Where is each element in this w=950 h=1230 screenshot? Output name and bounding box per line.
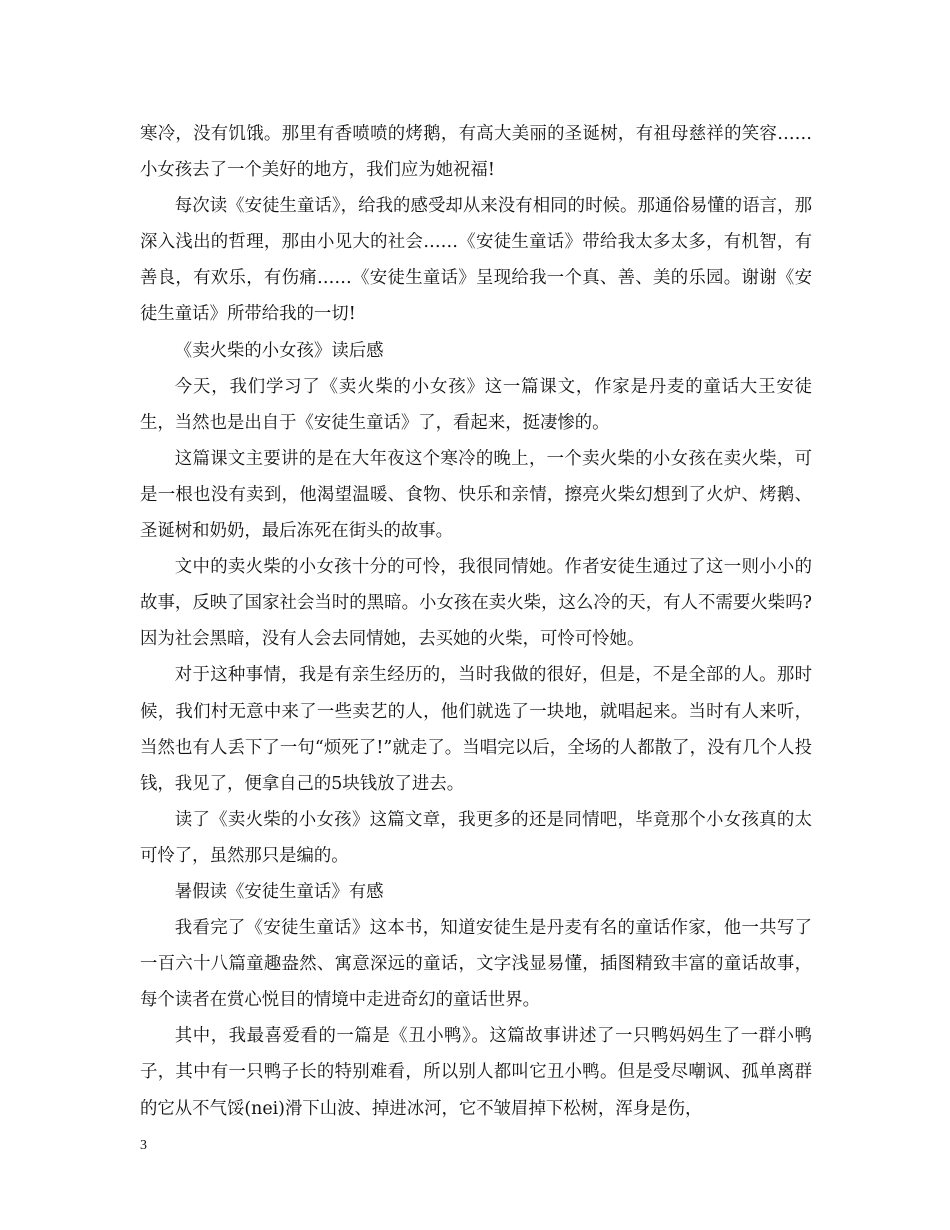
section-heading: 暑假读《安徒生童话》有感 (174, 881, 384, 902)
paragraph: 这篇课文主要讲的是在大年夜这个寒冷的晚上，一个卖火柴的小女孩在卖火柴，可是一根也没有卖到，他渴望温暖、食物、快乐和亲情，擦亮火柴幻想到了火炉、烤鹅、圣诞树和奶奶，最后冻死在街头的故事。 (140, 448, 812, 542)
paragraph: 每次读《安徒生童话》，给我的感受却从来没有相同的时候。那通俗易懂的语言，那深入浅出的哲理，那由小见大的社会……《安徒生童话》带给我太多太多，有机智，有善良，有欢乐，有伤痛……《安徒生童话》呈现给我一个真、善、美的乐园。谢谢《安徒生童话》所带给我的一切! (140, 196, 812, 325)
paragraph: 其中，我最喜爱看的一篇是《丑小鸭》。这篇故事讲述了一只鸭妈妈生了一群小鸭子，其中有一只鸭子长的特别难看，所以别人都叫它丑小鸭。但是受尽嘲讽、孤单离群的它从不气馁(nei)滑下山波、掉进冰河，它不皱眉掉下松树，浑身是伤， (140, 1026, 812, 1119)
paragraph: 今天，我们学习了《卖火柴的小女孩》这一篇课文，作家是丹麦的童话大王安徒生，当然也是出自于《安徒生童话》了，看起来，挺凄惨的。 (140, 376, 812, 433)
paragraph: 读了《卖火柴的小女孩》这篇文章，我更多的还是同情吧，毕竟那个小女孩真的太可怜了，虽然那只是编的。 (140, 809, 812, 866)
paragraph: 文中的卖火柴的小女孩十分的可怜，我很同情她。作者安徒生通过了这一则小小的故事，反映了国家社会当时的黑暗。小女孩在卖火柴，这么冷的天，有人不需要火柴吗?因为社会黑暗，没有人会去同情她，去买她的火柴，可怜可怜她。 (140, 557, 812, 650)
paragraph: 对于这种事情，我是有亲生经历的，当时我做的很好，但是，不是全部的人。那时候，我们村无意中来了一些卖艺的人，他们就选了一块地，就唱起来。当时有人来听，当然也有人丢下了一句“烦死了!”就走了。当唱完以后，全场的人都散了，没有几个人投钱，我见了，便拿自己的5块钱放了进去。 (140, 665, 812, 794)
document-body (140, 116, 812, 1127)
page-number: 3 (140, 1138, 147, 1153)
paragraph: 我看完了《安徒生童话》这本书，知道安徒生是丹麦有名的童话作家，他一共写了一百六十八篇童趣盎然、寓意深远的童话，文字浅显易懂，插图精致丰富的童话故事，每个读者在赏心悦目的情境中走进奇幻的童话世界。 (140, 918, 812, 1011)
paragraph: 寒冷，没有饥饿。那里有香喷喷的烤鹅，有高大美丽的圣诞树，有祖母慈祥的笑容……小女孩去了一个美好的地方，我们应为她祝福! (140, 124, 812, 181)
section-heading: 《卖火柴的小女孩》读后感 (174, 340, 384, 361)
